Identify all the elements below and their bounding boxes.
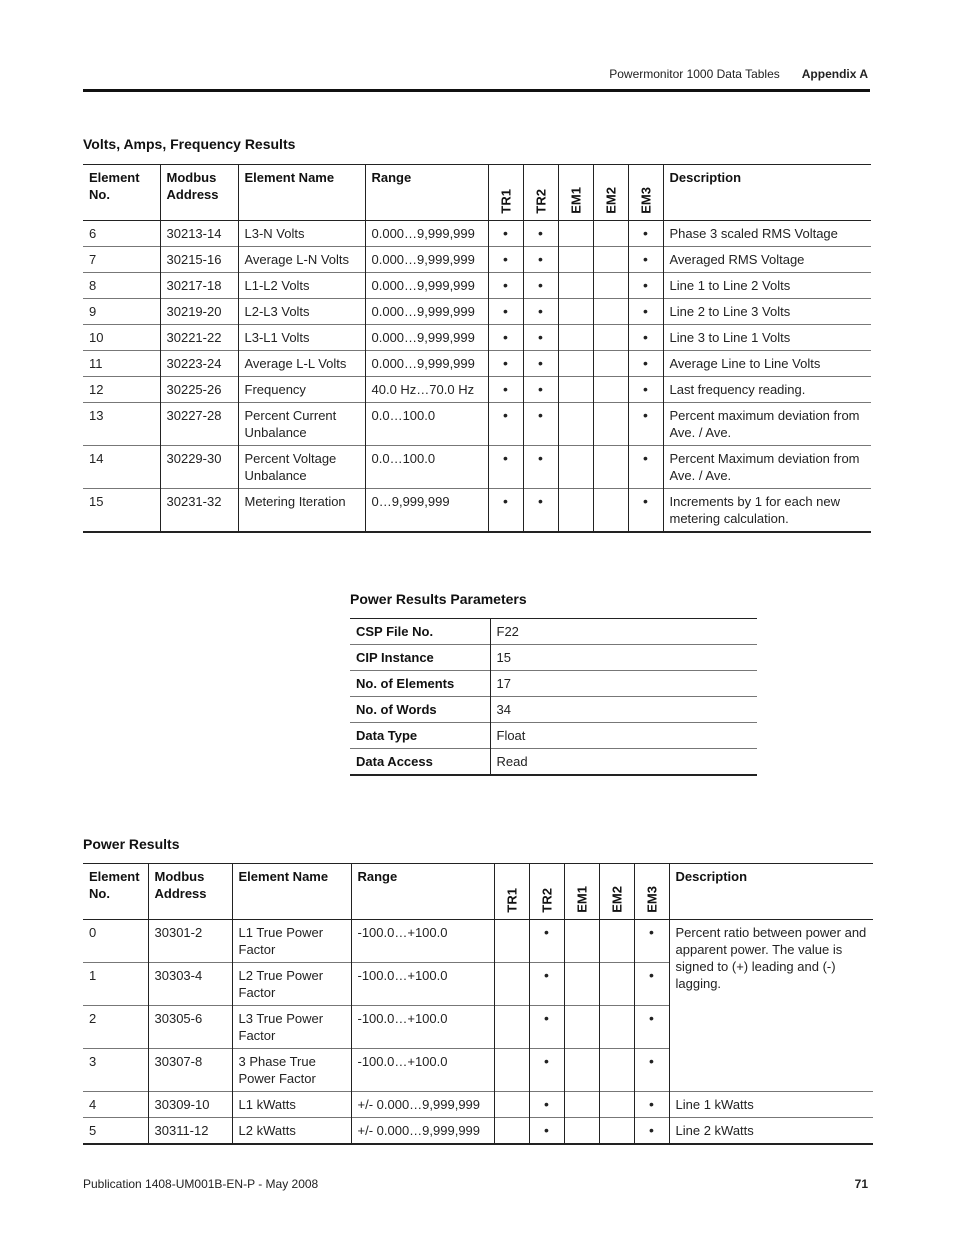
tr1-cell: • [488, 446, 523, 489]
param-value: 15 [490, 645, 757, 671]
em3-cell: • [628, 446, 663, 489]
element-no-cell: 6 [89, 226, 97, 241]
table-row [83, 920, 873, 963]
col-em2: EM2 [593, 165, 628, 221]
modbus-address-cell: 30225-26 [160, 377, 238, 403]
em2-cell [593, 299, 628, 325]
col-description: Description [669, 864, 873, 920]
description-cell: Percent maximum deviation from Ave. / Ave. [663, 403, 871, 446]
table-row [83, 1092, 873, 1118]
em1-cell [558, 351, 593, 377]
modbus-address-cell: 30229-30 [160, 446, 238, 489]
element-name-cell: L2 True Power Factor [232, 963, 351, 1006]
tr2-cell: • [529, 963, 564, 1006]
tr2-cell: • [523, 221, 558, 247]
element-name-cell: L3 True Power Factor [232, 1006, 351, 1049]
em3-cell: • [634, 963, 669, 1006]
col-tr2: TR2 [529, 864, 564, 920]
em2-cell [593, 325, 628, 351]
element-name-cell: Percent Current Unbalance [238, 403, 365, 446]
em3-cell: • [628, 273, 663, 299]
tr2-cell: • [523, 247, 558, 273]
element-no-cell: 10 [83, 325, 160, 351]
section-label: Appendix A [801, 67, 868, 81]
tr2-cell: • [523, 489, 558, 533]
range-cell: 0.000…9,999,999 [365, 273, 488, 299]
vaf-caption: Volts, Amps, Frequency Results [83, 136, 296, 152]
tr2-cell: • [529, 1092, 564, 1118]
em2-cell [593, 403, 628, 446]
range-cell: 0.000…9,999,999 [365, 351, 488, 377]
range-cell: 0.000…9,999,999 [365, 247, 488, 273]
param-value: Float [490, 723, 757, 749]
col-em1: EM1 [558, 165, 593, 221]
element-name-cell: Percent Voltage Unbalance [238, 446, 365, 489]
element-no-cell: 1 [83, 963, 148, 1006]
tr1-cell: • [488, 273, 523, 299]
element-name-cell: 3 Phase True Power Factor [232, 1049, 351, 1092]
range-cell: 0.0…100.0 [365, 446, 488, 489]
power-header-row [83, 864, 873, 920]
em1-cell [558, 446, 593, 489]
element-name-cell: L1 True Power Factor [232, 920, 351, 963]
description-cell: Averaged RMS Voltage [663, 247, 871, 273]
table-row [83, 403, 871, 446]
tr2-cell: • [523, 299, 558, 325]
em3-cell: • [628, 299, 663, 325]
description-cell: Line 1 to Line 2 Volts [663, 273, 871, 299]
param-row [350, 749, 757, 776]
element-name-cell: L3-L1 Volts [238, 325, 365, 351]
params-caption: Power Results Parameters [350, 591, 527, 607]
param-key: CSP File No. [350, 619, 490, 645]
range-cell: 0.000…9,999,999 [365, 299, 488, 325]
col-tr2: TR2 [523, 165, 558, 221]
tr2-cell: • [529, 920, 564, 963]
description-cell: Line 3 to Line 1 Volts [663, 325, 871, 351]
element-no-cell: 11 [83, 351, 160, 377]
col-tr1: TR1 [488, 165, 523, 221]
em3-cell: • [628, 377, 663, 403]
shared-description-cell: Percent ratio between power and apparent power. The value is signed to (+) leading and (-) lagging. [669, 920, 873, 1092]
col-modbus-address: Modbus Address [160, 165, 238, 221]
tr1-cell [494, 1092, 529, 1118]
param-value: 34 [490, 697, 757, 723]
tr1-cell [494, 963, 529, 1006]
table-row [83, 446, 871, 489]
em3-cell: • [628, 325, 663, 351]
em3-cell: • [628, 247, 663, 273]
element-name-cell: L3-N Volts [238, 221, 365, 247]
em2-cell [593, 377, 628, 403]
tr1-cell: • [488, 221, 523, 247]
em3-cell: • [634, 1118, 669, 1145]
em1-cell [558, 273, 593, 299]
range-cell: 0.000…9,999,999 [365, 325, 488, 351]
element-no-cell: 4 [83, 1092, 148, 1118]
em2-cell [593, 221, 628, 247]
table-row [83, 489, 871, 533]
tr2-cell: • [523, 403, 558, 446]
param-row [350, 697, 757, 723]
tr1-cell [494, 920, 529, 963]
element-name-cell: L1 kWatts [232, 1092, 351, 1118]
param-key: CIP Instance [350, 645, 490, 671]
vaf-header-row [83, 165, 871, 221]
em3-cell: • [634, 1006, 669, 1049]
em2-cell [593, 489, 628, 533]
range-cell: 0.0…100.0 [365, 403, 488, 446]
modbus-address-cell: 30231-32 [160, 489, 238, 533]
page-header [609, 67, 868, 81]
param-key: No. of Words [350, 697, 490, 723]
table-row [83, 1118, 873, 1145]
em3-cell: • [634, 1092, 669, 1118]
em1-cell [564, 1006, 599, 1049]
tr2-cell: • [523, 351, 558, 377]
param-key: No. of Elements [350, 671, 490, 697]
element-no-cell: 9 [83, 299, 160, 325]
modbus-address-cell: 30223-24 [160, 351, 238, 377]
col-range: Range [365, 165, 488, 221]
doc-title: Powermonitor 1000 Data Tables [609, 67, 780, 81]
element-name-cell: Average L-N Volts [238, 247, 365, 273]
modbus-address-cell: 30307-8 [148, 1049, 232, 1092]
table-row [83, 325, 871, 351]
em2-cell [599, 1092, 634, 1118]
tr1-cell: • [488, 489, 523, 533]
modbus-address-cell: 30227-28 [160, 403, 238, 446]
modbus-address-cell: 30303-4 [148, 963, 232, 1006]
modbus-address-cell: 30311-12 [148, 1118, 232, 1145]
em1-cell [558, 377, 593, 403]
table-row [83, 247, 871, 273]
element-no-cell: 15 [83, 489, 160, 533]
modbus-address-cell: 30213-14 [160, 221, 238, 247]
param-row [350, 645, 757, 671]
em1-cell [564, 920, 599, 963]
col-modbus-address: Modbus Address [148, 864, 232, 920]
page-number: 71 [854, 1177, 868, 1191]
param-value: F22 [496, 624, 519, 639]
em2-cell [599, 1118, 634, 1145]
em1-cell [564, 963, 599, 1006]
element-name-cell: L1-L2 Volts [238, 273, 365, 299]
table-row [83, 377, 871, 403]
element-no-cell: 2 [83, 1006, 148, 1049]
range-cell: -100.0…+100.0 [351, 920, 494, 963]
em1-cell [558, 299, 593, 325]
em1-cell [564, 1049, 599, 1092]
element-no-cell: 5 [83, 1118, 148, 1145]
modbus-address-cell: 30305-6 [148, 1006, 232, 1049]
range-cell: 40.0 Hz…70.0 Hz [365, 377, 488, 403]
range-cell: -100.0…+100.0 [351, 1006, 494, 1049]
description-cell: Last frequency reading. [663, 377, 871, 403]
tr1-cell: • [488, 351, 523, 377]
tr2-cell: • [523, 377, 558, 403]
em1-cell [558, 221, 593, 247]
col-element-name: Element Name [232, 864, 351, 920]
tr2-cell: • [523, 273, 558, 299]
params-table [350, 618, 757, 776]
col-em3: EM3 [634, 864, 669, 920]
description-cell: Percent Maximum deviation from Ave. / Ave. [663, 446, 871, 489]
element-no-cell: 14 [83, 446, 160, 489]
em3-cell: • [628, 489, 663, 533]
range-cell: +/- 0.000…9,999,999 [351, 1118, 494, 1145]
description-cell: Line 2 to Line 3 Volts [663, 299, 871, 325]
em1-cell [558, 489, 593, 533]
param-value: Read [490, 749, 757, 776]
tr2-cell: • [523, 446, 558, 489]
param-key: Data Access [350, 749, 490, 776]
tr1-cell [494, 1118, 529, 1145]
param-row [350, 671, 757, 697]
col-em1: EM1 [564, 864, 599, 920]
element-no-cell: 7 [83, 247, 160, 273]
param-row [350, 619, 757, 645]
table-row [83, 273, 871, 299]
em2-cell [593, 273, 628, 299]
vaf-table [83, 164, 871, 533]
element-name-cell: Metering Iteration [238, 489, 365, 533]
range-cell: -100.0…+100.0 [351, 963, 494, 1006]
em3-cell: • [628, 403, 663, 446]
em1-cell [558, 325, 593, 351]
tr2-cell: • [529, 1118, 564, 1145]
table-row [83, 351, 871, 377]
em2-cell [599, 1049, 634, 1092]
col-element-name: Element Name [238, 165, 365, 221]
param-row [350, 723, 757, 749]
description-cell: Average Line to Line Volts [663, 351, 871, 377]
tr1-cell: • [488, 299, 523, 325]
publication-id: Publication 1408-UM001B-EN-P - May 2008 [83, 1177, 319, 1191]
element-name-cell: L2 kWatts [232, 1118, 351, 1145]
range-cell: +/- 0.000…9,999,999 [351, 1092, 494, 1118]
tr1-cell: • [488, 403, 523, 446]
col-element-no: Element No. [83, 165, 160, 221]
modbus-address-cell: 30215-16 [160, 247, 238, 273]
col-em2: EM2 [599, 864, 634, 920]
param-value: 17 [490, 671, 757, 697]
description-cell: Line 1 kWatts [669, 1092, 873, 1118]
em1-cell [564, 1092, 599, 1118]
tr1-cell: • [488, 247, 523, 273]
element-no-cell: 8 [83, 273, 160, 299]
em3-cell: • [628, 221, 663, 247]
tr1-cell [494, 1006, 529, 1049]
col-em3: EM3 [628, 165, 663, 221]
modbus-address-cell: 30301-2 [148, 920, 232, 963]
em2-cell [593, 446, 628, 489]
modbus-address-cell: 30219-20 [160, 299, 238, 325]
col-element-no: Element No. [83, 864, 148, 920]
em2-cell [599, 920, 634, 963]
col-tr1: TR1 [494, 864, 529, 920]
em1-cell [558, 403, 593, 446]
em3-cell: • [634, 1049, 669, 1092]
header-rule [83, 89, 870, 92]
em3-cell: • [628, 351, 663, 377]
em3-cell: • [634, 920, 669, 963]
em2-cell [599, 1006, 634, 1049]
tr2-cell: • [529, 1006, 564, 1049]
em2-cell [593, 351, 628, 377]
description-cell: Increments by 1 for each new metering calculation. [663, 489, 871, 533]
element-name-cell: Average L-L Volts [238, 351, 365, 377]
modbus-address-cell: 30309-10 [148, 1092, 232, 1118]
modbus-address-cell: 30221-22 [160, 325, 238, 351]
tr1-cell [494, 1049, 529, 1092]
element-name-cell: Frequency [238, 377, 365, 403]
col-description: Description [663, 165, 871, 221]
range-cell: -100.0…+100.0 [351, 1049, 494, 1092]
tr2-cell: • [529, 1049, 564, 1092]
param-key: Data Type [350, 723, 490, 749]
range-cell: 0.000…9,999,999 [365, 221, 488, 247]
em1-cell [558, 247, 593, 273]
tr2-cell: • [523, 325, 558, 351]
em2-cell [599, 963, 634, 1006]
table-row [83, 299, 871, 325]
em1-cell [564, 1118, 599, 1145]
element-no-cell: 3 [83, 1049, 148, 1092]
power-table [83, 863, 873, 1145]
power-caption: Power Results [83, 836, 180, 852]
col-range: Range [351, 864, 494, 920]
tr1-cell: • [488, 377, 523, 403]
em2-cell [593, 247, 628, 273]
range-cell: 0…9,999,999 [365, 489, 488, 533]
description-cell: Line 2 kWatts [669, 1118, 873, 1145]
table-row [83, 221, 871, 247]
description-cell: Phase 3 scaled RMS Voltage [663, 221, 871, 247]
element-no-cell: 0 [89, 925, 97, 940]
tr1-cell: • [488, 325, 523, 351]
element-no-cell: 13 [83, 403, 160, 446]
element-no-cell: 12 [83, 377, 160, 403]
modbus-address-cell: 30217-18 [160, 273, 238, 299]
element-name-cell: L2-L3 Volts [238, 299, 365, 325]
